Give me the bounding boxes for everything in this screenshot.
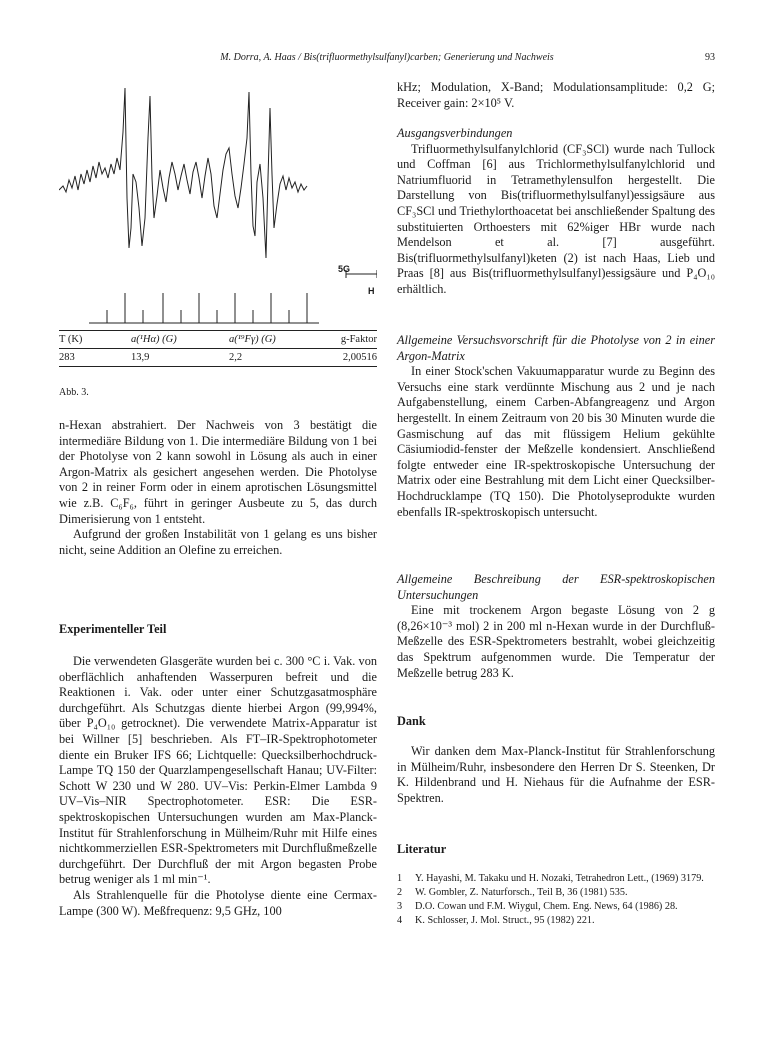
- page-number: 93: [705, 52, 715, 63]
- reference-list: [397, 872, 715, 928]
- table-header-cell: T (K): [59, 331, 131, 349]
- acknowledgement-block: [397, 744, 715, 806]
- left-column: [59, 418, 377, 558]
- stick-spectrum: [107, 293, 307, 323]
- table-cell: 2,2: [229, 349, 329, 367]
- paragraph: Aufgrund der großen Instabilität von 1 gelang es uns bisher nicht, seine Addition an Olefine zu erreichen.: [59, 527, 377, 557]
- table-row: [59, 349, 377, 367]
- field-label: H: [368, 286, 375, 296]
- paragraph: Die verwendeten Glasgeräte wurden bei c. 300 °C i. Vak. von oberflächlich anhaftenden Wasserpuren befreit und die Reaktionen i. Vak. oder unter einer Schutzgasatmosphäre durchgeführt. Als Schutzgas diente hierbei Argon (99,994%, über P₄O₁₀ getrocknet). Die verwendete Matrix-Apparatur ist bei Willner [5] beschrieben. Als FT–IR-Spektrophotometer diente ein Bruker IFS 66; Lichtquelle: Quecksilberhochdruck-Lampe TQ 150 der Quarzlampengesellschaft Hanau; UV-Filter: Schott W 230 und W 280. UV–Vis: Perkin-Elmer Lambda 9 UV–Vis–NIR Spectrophotometer. ESR: Die ESR-spektroskopischen Untersuchungen wurden am Max-Planck-Institut für Strahlenforschung in Mülheim/Ruhr mit Hilfe eines nichtkommerziellen ESR-Spektrometers mit Durchflußmeßzelle durchgeführt. Der Durchfluß der mit Argon begasten Probe betrug weniger als 1 ml min⁻¹.: [59, 654, 377, 887]
- running-title: M. Dorra, A. Haas / Bis(trifluormethylsulfanyl)carben; Generierung und Nachweis: [220, 52, 554, 63]
- paragraph: kHz; Modulation, X-Band; Modulationsamplitude: 0,2 G; Receiver gain: 2×10⁵ V.: [397, 80, 715, 110]
- reference-text: W. Gombler, Z. Naturforsch., Teil B, 36 (1981) 535.: [415, 887, 628, 898]
- section-heading: Dank: [397, 714, 426, 728]
- photolysis-procedure-block: [397, 333, 715, 520]
- acknowledgement-heading-block: [397, 714, 715, 730]
- reference-item: [397, 914, 715, 927]
- section-heading-experimental: [59, 622, 377, 638]
- table-header-row: [59, 331, 377, 349]
- experimental-body: [59, 654, 377, 919]
- reference-text: K. Schlosser, J. Mol. Struct., 95 (1982) 221.: [415, 915, 595, 926]
- literature-heading-block: [397, 842, 715, 858]
- subsection-heading: Allgemeine Versuchsvorschrift für die Photolyse von 2 in einer Argon-Matrix: [397, 333, 715, 363]
- reference-number: 3: [397, 901, 403, 912]
- reference-item: [397, 900, 715, 913]
- starting-materials-block: [397, 126, 715, 298]
- paragraph: Trifluormethylsulfanylchlorid (CF₃SCl) wurde nach Tullock und Coffman [6] aus Trichlormethylsulfanylchlorid und Natriumfluorid in Tetramethylensulfon hergestellt. Die Darstellung von Bis(trifluormethylsulfanyl)essigsäure aus CF₃SCl und Triethylorthoacetat bei anschließender Spaltung des substituierten Orthoesters mit 62%iger HBr wurde nach Mendelson et al. [7] ausgeführt. Bis(trifluormethylsulfanyl)keten (2) ist nach Haas, Lieb und Praas [8] aus Bis(trifluormethylsulfanyl)essigsäure und P₄O₁₀ erhältlich.: [397, 141, 715, 296]
- esr-spectrum-figure: [59, 78, 377, 328]
- paragraph: n-Hexan abstrahiert. Der Nachweis von 3 bestätigt die intermediäre Bildung von 1. Die intermediäre Bildung von 1 bei der Photolyse von 2 kann sowohl in Lösung als auch in einer Argon-Matrix als gesichert angesehen werden. Die Photolyse von 2 in reiner Form oder in einem aprotischen Lösungsmittel wie z.B. C₆F₆, führt in geringer Ausbeute zu 5, das durch Dimerisierung von 1 entsteht.: [59, 418, 377, 526]
- paragraph: Wir danken dem Max-Planck-Institut für Strahlenforschung in Mülheim/Ruhr, insbesondere den Herren Dr S. Steenken, Dr K. Hildenbrand und H. Niehaus für die Aufnahme der ESR-Spektren.: [397, 744, 715, 805]
- reference-item: [397, 886, 715, 899]
- esr-description-block: [397, 572, 715, 681]
- reference-text: D.O. Cowan und F.M. Wiygul, Chem. Eng. News, 64 (1986) 28.: [415, 901, 678, 912]
- esr-spectrum-trace: [59, 88, 307, 258]
- reference-text: Y. Hayashi, M. Takaku und H. Nozaki, Tetrahedron Lett., (1969) 3179.: [415, 873, 704, 884]
- running-header: [59, 52, 715, 66]
- esr-parameter-table: [59, 330, 377, 367]
- reference-number: 2: [397, 887, 403, 898]
- paragraph: In einer Stock'schen Vakuumapparatur wurde zu Beginn des Versuchs eine stark verdünnte Mischung aus 2 und je nach Aufgabenstellung, einem Carben-Abfangreagenz und Argon hergestellt. In einem Zeitraum von 20 bis 30 Minuten wurde die Gasmischung auf das mit flüssigem Helium gekühlte Cäsiumiodid-fenster der Meßzelle kondensiert. Anschließend folgte entweder eine IR-spektroskopische Untersuchung der Matrix oder eine Bestrahlung mit dem Licht einer Quecksilber-Hochdrucklampe (TQ 150). Die Photolyseprodukte wurden ebenfalls IR-spektroskopisch untersucht.: [397, 364, 715, 519]
- table-header-cell: a(¹Hα) (G): [131, 331, 229, 349]
- table-cell: 13,9: [131, 349, 229, 367]
- section-heading: Experimenteller Teil: [59, 622, 167, 636]
- figure-caption: Abb. 3.: [59, 387, 89, 398]
- paragraph: Als Strahlenquelle für die Photolyse diente eine Cermax-Lampe (300 W). Meßfrequenz: 9,5 GHz, 100: [59, 887, 377, 918]
- section-heading: Literatur: [397, 842, 447, 856]
- reference-item: [397, 872, 715, 885]
- table-header-cell: g-Faktor: [329, 331, 377, 349]
- scale-label: 5G: [338, 264, 351, 274]
- subsection-heading: Allgemeine Beschreibung der ESR-spektroskopischen Untersuchungen: [397, 572, 715, 602]
- right-column-top: [397, 80, 715, 111]
- paragraph: Eine mit trockenem Argon begaste Lösung von 2 g (8,26×10⁻³ mol) 2 in 200 ml n-Hexan wurde in der Durchfluß-Meßzelle des ESR-Spektrometers bestrahlt, wobei gleichzeitig das Spektrum aufgenommen wurde. Die Temperatur der Meßzelle betrug 283 K.: [397, 603, 715, 680]
- reference-number: 4: [397, 915, 403, 926]
- table-cell: 2,00516: [329, 349, 377, 367]
- reference-number: 1: [397, 873, 403, 884]
- subsection-heading: Ausgangsverbindungen: [397, 126, 513, 140]
- table-header-cell: a(¹⁹Fγ) (G): [229, 331, 329, 349]
- table-cell: 283: [59, 349, 131, 367]
